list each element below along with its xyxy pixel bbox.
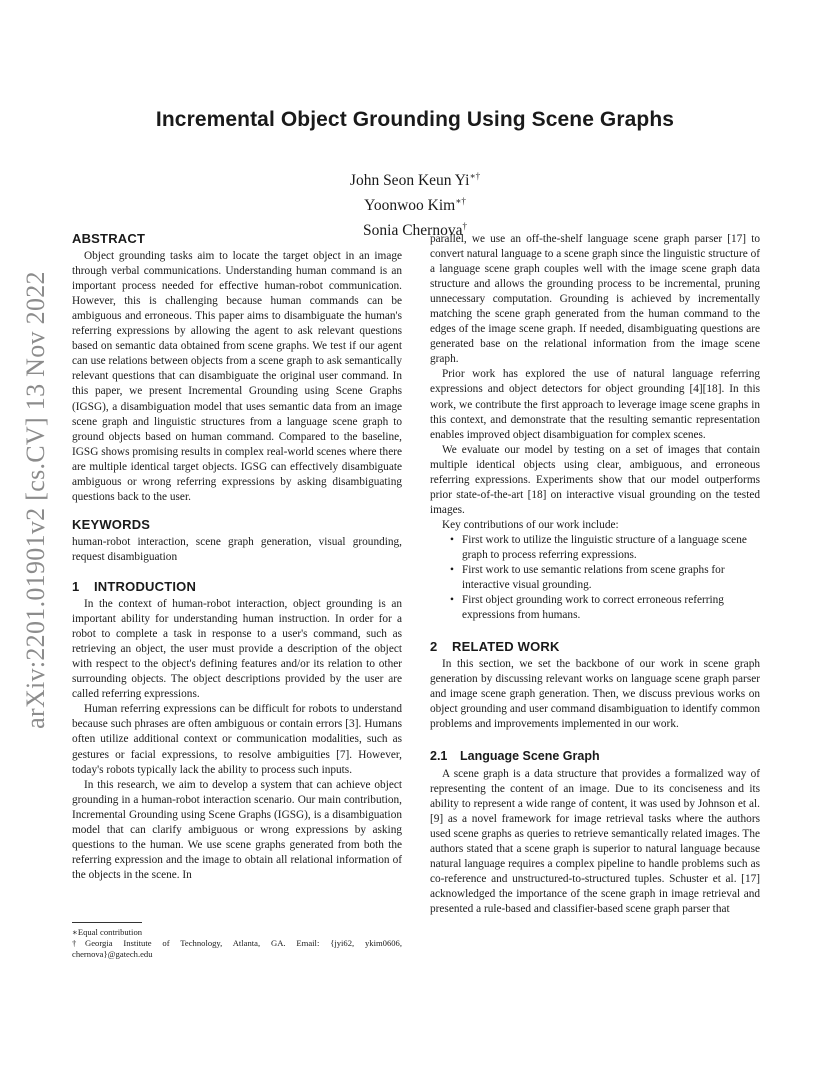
footnotes: [72, 922, 402, 960]
list-item: • First work to utilize the linguistic structure of a language scene graph to process referring expressions.: [462, 533, 760, 563]
paragraph: Key contributions of our work include:: [442, 518, 619, 531]
section-number: 1: [72, 578, 80, 594]
paragraph: A scene graph is a data structure that provides a formalized way of representing the content of an image. Due to its conciseness and its ability to represent a wide range of content, it was used by Johnson et al. [9] as a novel framework for image retrieval tasks where the authors used scene graphs as queries to retrieve semantically related images. The authors stated that a scene graph is superior to natural language because natural language requires a complex pipeline to handle problems such as co-reference and unstructured-to-structured tuples. Schuster et al. [17] acknowledged the importance of the scene graph in image retrieval and presented a rule-based and classifier-based scene graph parser that: [430, 767, 760, 915]
author-name: Sonia Chernova: [363, 222, 463, 240]
paragraph: We evaluate our model by testing on a set of images that contain multiple identical objects using clear, ambiguous, and erroneous referring expressions. Experiments show that our model outperforms prior state-of-the-art [18] on interactive visual grounding on the tested images.: [430, 443, 760, 516]
list-item: • First object grounding work to correct erroneous referring expressions from humans.: [462, 593, 760, 623]
abstract-section: [72, 231, 402, 505]
right-column: [430, 232, 760, 917]
footnote: ∗Equal contribution: [72, 927, 143, 937]
author: [72, 166, 758, 191]
arxiv-stamp: [14, 230, 58, 770]
spacer: [430, 623, 760, 639]
footnote: †Georgia Institute of Technology, Atlanta, GA. Email: {jyi62, ykim0606, chernova}@gatech.edu: [72, 938, 402, 959]
author: [72, 191, 758, 216]
author-affiliation-mark: ∗†: [455, 196, 466, 207]
abstract-text: Object grounding tasks aim to locate the target object in an image through verbal communications. Understanding human command is an important process needed for effective human-robot communication. However, this is challenging because human commands can be ambiguous and erroneous. This paper aims to disambiguate the human's referring expressions by allowing the agent to ask relevant questions based on semantic data obtained from scene graphs. We test if our agent can use relations between objects from a scene graph to ask semantically relevant questions that can disambiguate the original user command. In this paper, we present Incremental Grounding using Scene Graphs (IGSG), a disambiguation model that uses semantic data from an image scene graph and linguistic structures from a language scene graph to ground objects based on human command. Compared to the baseline, IGSG shows promising results in complex real-world scenes where there are multiple identical target objects. IGSG can effectively disambiguate ambiguous or wrong referring expressions by asking disambiguating questions back to the user.: [72, 250, 402, 503]
contributions-list: [430, 533, 760, 623]
arxiv-identifier: arXiv:2201.01901v2 [cs.CV] 13 Nov 2022: [21, 271, 50, 729]
author-affiliation-mark: †: [462, 221, 467, 232]
section-title: INTRODUCTION: [94, 578, 197, 594]
section-number: 2: [430, 639, 438, 655]
section-title: RELATED WORK: [452, 639, 560, 655]
paper-title: Incremental Object Grounding Using Scene Graphs: [155, 108, 675, 131]
subsection-number: 2.1: [430, 748, 448, 763]
abstract-heading: ABSTRACT: [72, 231, 146, 246]
paragraph: In the context of human-robot interaction, object grounding is an important ability for understanding human instruction. In order for a robot to complete a task in response to a user's command, such as retrieving an object, the user must provide a description of the object with respect to the object's defining features and/or its relation to other surrounding objects. The object descriptions provided by the user are called referring expressions.: [72, 598, 402, 701]
author-name: John Seon Keun Yi: [349, 172, 470, 190]
footnote-rule: [72, 922, 142, 923]
paragraph: parallel, we use an off-the-shelf language scene graph parser [17] to convert natural language to a scene graph since the linguistic structure of a language scene graph couples well with the image scene graph data structure and allows the grounding process to be incremental, pruning unnecessary computation. Grounding is achieved by incrementally matching the scene graph generated from the human command to the edges of the image scene graph. If needed, disambiguating questions are generated base on the relational information from the image scene graph.: [430, 233, 760, 366]
author-affiliation-mark: ∗†: [469, 171, 481, 181]
left-column: [72, 231, 402, 883]
paragraph: In this research, we aim to develop a system that can achieve object grounding in a human-robot interaction scenario. Our main contribution, Incremental Grounding using Scene Graphs (IGSG), is a disambiguation model that can clarify ambiguous or wrong expressions by asking questions to the human. We use scene graphs generated from both the referring expression and the image to obtain all relational information of the objects in the scene. In: [72, 778, 402, 881]
keywords-text: human-robot interaction, scene graph generation, visual grounding, request disambiguation: [72, 535, 402, 563]
keywords-section: [72, 517, 402, 565]
list-item: • First work to use semantic relations from scene graphs for interactive visual grounding.: [462, 563, 760, 593]
subsection-title: Language Scene Graph: [460, 748, 600, 763]
paragraph: Prior work has explored the use of natural language referring expressions and object detectors for object grounding [4][18]. In this work, we contribute the first approach to leverage image scene graphs in this context, and demonstrate that the resulting semantic representation enables improved object disambiguation for complex scenes.: [430, 368, 760, 441]
author-name: Yoonwoo Kim: [364, 197, 456, 215]
introduction-section: [72, 579, 402, 883]
related-work-heading: [430, 639, 760, 654]
subsection-heading: [430, 749, 760, 764]
introduction-heading: [72, 579, 402, 594]
keywords-heading: KEYWORDS: [72, 516, 151, 532]
paragraph: In this section, we set the backbone of our work in scene graph generation by discussing relevant works on language scene graph parser and image scene graph generation. Then, we discuss previous works on object grounding and user command disambiguation to identify common problems and improvements implemented in our work.: [430, 658, 760, 731]
paragraph: Human referring expressions can be difficult for robots to understand because such phrases are often ambiguous or contain errors [3]. Humans often utilize additional context or communication modalities, such as gestures or facial expressions, to resolve ambiguities [7]. However, today's robots typically lack the ability to process such inputs.: [72, 703, 402, 776]
spacer: [430, 733, 760, 749]
